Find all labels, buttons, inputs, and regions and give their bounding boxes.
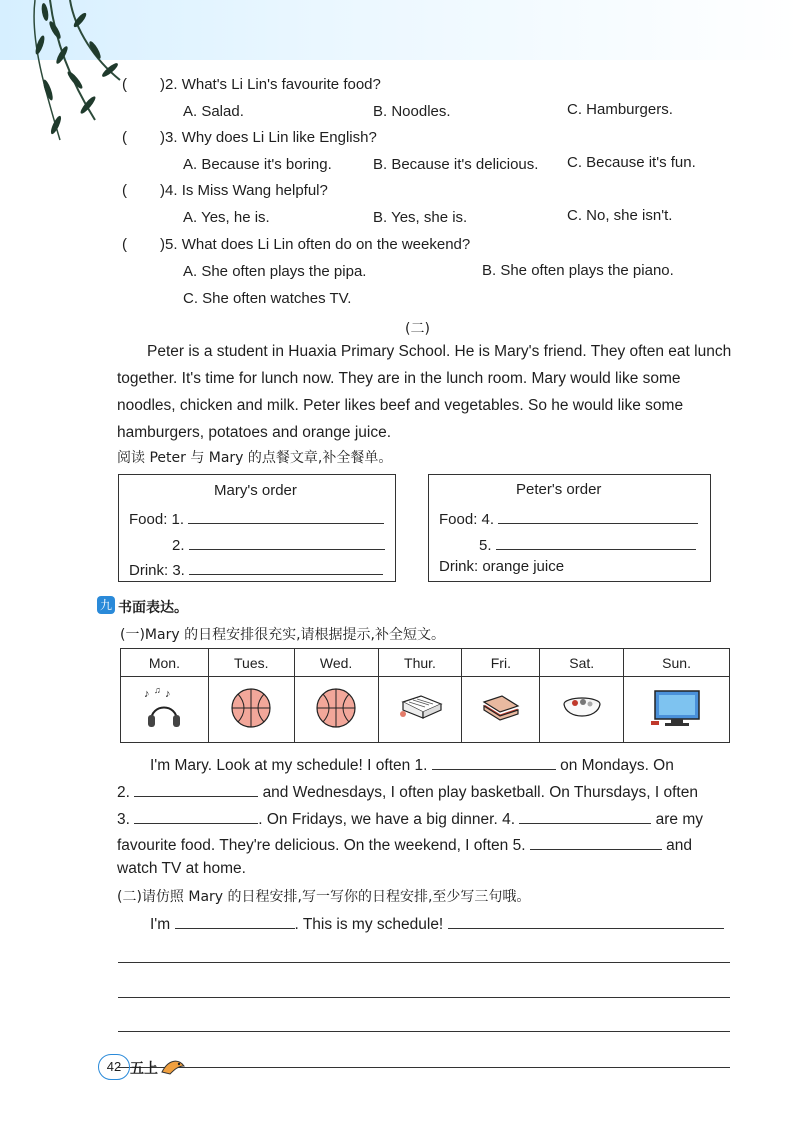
answer-paren-open: ( (122, 129, 127, 146)
text: 2. (117, 784, 130, 801)
field-label: Food: 1. (129, 511, 185, 528)
text: and (666, 837, 693, 854)
field-label: Food: 4. (439, 511, 495, 528)
text: I'm Mary. Look at my schedule! I often 1. (150, 757, 428, 774)
text: 3. (117, 811, 130, 828)
text: on Mondays. On (560, 757, 674, 774)
text: and Wednesdays, I often play basketball. On Thursdays, I often (262, 784, 698, 801)
book-icon (395, 688, 445, 728)
field-label: 2. (172, 537, 185, 554)
option: A. Salad. (183, 103, 244, 120)
option: A. She often plays the pipa. (183, 263, 367, 280)
answer-paren-open: ( (122, 236, 127, 253)
willow-branch-icon (0, 0, 140, 150)
option: C. Because it's fun. (567, 154, 696, 171)
sat-cell (540, 677, 624, 743)
answer-blank[interactable] (448, 913, 724, 929)
option: A. Yes, he is. (183, 209, 270, 226)
svg-text:♪: ♪ (144, 688, 150, 700)
day-header: Wed. (294, 649, 378, 677)
answer-blank[interactable] (188, 508, 384, 524)
field-label: Drink: 3. (129, 562, 185, 579)
peter-drink: Drink: orange juice (439, 558, 565, 575)
option: B. Noodles. (373, 103, 451, 120)
question-5 (160, 236, 470, 253)
mary-food-2 (172, 534, 385, 554)
writing-line[interactable] (118, 1067, 730, 1068)
text: . This is my schedule! (294, 916, 444, 933)
option: C. No, she isn't. (567, 207, 673, 224)
writing-line[interactable] (118, 997, 730, 998)
answer-paren-close: ) (160, 129, 165, 146)
page-number: 42 (98, 1054, 130, 1080)
schedule-line-2 (117, 781, 698, 802)
sun-cell (624, 677, 730, 743)
wed-cell (294, 677, 378, 743)
bird-icon (160, 1054, 186, 1078)
text: are my (655, 811, 703, 828)
day-header: Sun. (624, 649, 730, 677)
schedule-line-4 (117, 834, 692, 855)
day-header: Thur. (378, 649, 462, 677)
answer-paren-close: ) (160, 182, 165, 199)
sandwich-icon (478, 688, 524, 728)
passage-instruction: 阅读 Peter 与 Mary 的点餐文章,补全餐单。 (117, 450, 393, 466)
svg-text:♪: ♪ (165, 688, 171, 700)
option: B. She often plays the piano. (482, 262, 674, 279)
peter-food-5 (479, 534, 696, 554)
day-header: Fri. (462, 649, 540, 677)
question-number: 3. (165, 129, 178, 146)
answer-blank[interactable] (189, 559, 383, 575)
schedule-table (120, 648, 730, 743)
question-4 (160, 182, 328, 199)
basketball-icon (313, 685, 359, 731)
section-subtitle-1: (一)Mary 的日程安排很充实,请根据提示,补全短文。 (120, 627, 445, 643)
option: B. Because it's delicious. (373, 156, 539, 173)
question-text: Is Miss Wang helpful? (181, 182, 328, 199)
svg-text:♫: ♫ (154, 685, 162, 695)
text: . On Fridays, we have a big dinner. 4. (258, 811, 515, 828)
answer-blank[interactable] (432, 754, 556, 770)
peter-order-title: Peter's order (516, 481, 602, 498)
answer-blank[interactable] (498, 508, 698, 524)
question-3 (160, 129, 377, 146)
section-badge: 九 (97, 596, 115, 614)
answer-blank[interactable] (496, 534, 696, 550)
bowl-icon (559, 690, 605, 726)
schedule-line-1 (150, 754, 674, 775)
question-text: What does Li Lin often do on the weekend? (181, 236, 471, 253)
field-label: 5. (479, 537, 492, 554)
reading-passage (117, 338, 742, 446)
part2-heading: (二) (405, 321, 430, 337)
answer-blank[interactable] (134, 808, 258, 824)
day-header: Tues. (208, 649, 294, 677)
section-title: 书面表达。 (118, 600, 188, 616)
answer-blank[interactable] (134, 781, 258, 797)
schedule-line-3 (117, 808, 703, 829)
question-text: Why does Li Lin like English? (181, 129, 377, 146)
answer-blank[interactable] (530, 834, 662, 850)
answer-paren-open: ( (122, 76, 127, 93)
basketball-icon (228, 685, 274, 731)
text: favourite food. They're delicious. On the weekend, I often 5. (117, 837, 526, 854)
fri-cell (462, 677, 540, 743)
mary-food-1 (129, 508, 384, 528)
text: I'm (150, 916, 171, 933)
writing-line[interactable] (118, 962, 730, 963)
mon-cell (121, 677, 209, 743)
headphones-music-icon (141, 685, 187, 731)
answer-blank[interactable] (175, 913, 295, 929)
tue-cell (208, 677, 294, 743)
question-2 (160, 76, 381, 93)
passage-text: Peter is a student in Huaxia Primary School. He is Mary's friend. They often eat lunch together. It's time for lunch now. They are in the lunch room. Mary would like some noodles, chicken and milk. Peter likes beef and vegetables. So he would like some hamburgers, potatoes and orange juice. (117, 343, 732, 441)
answer-paren-close: ) (160, 236, 165, 253)
question-number: 2. (165, 76, 178, 93)
question-number: 4. (165, 182, 178, 199)
option: A. Because it's boring. (183, 156, 332, 173)
answer-paren-open: ( (122, 182, 127, 199)
question-text: What's Li Lin's favourite food? (181, 76, 381, 93)
answer-paren-close: ) (160, 76, 165, 93)
mary-order-title: Mary's order (214, 482, 297, 499)
thur-cell (378, 677, 462, 743)
question-number: 5. (165, 236, 178, 253)
writing-line[interactable] (118, 1031, 730, 1032)
option: B. Yes, she is. (373, 209, 468, 226)
mary-drink-3 (129, 559, 383, 579)
tv-icon (649, 687, 705, 729)
option: C. She often watches TV. (183, 290, 352, 307)
option: C. Hamburgers. (567, 101, 673, 118)
grade-label: 五上 (130, 1061, 158, 1077)
section-subtitle-2: (二)请仿照 Mary 的日程安排,写一写你的日程安排,至少写三句哦。 (117, 889, 531, 905)
answer-blank[interactable] (189, 534, 385, 550)
peter-food-4 (439, 508, 698, 528)
day-header: Sat. (540, 649, 624, 677)
answer-blank[interactable] (519, 808, 651, 824)
schedule-line-5: watch TV at home. (117, 860, 246, 877)
day-header: Mon. (121, 649, 209, 677)
writing-line-1 (150, 913, 724, 934)
